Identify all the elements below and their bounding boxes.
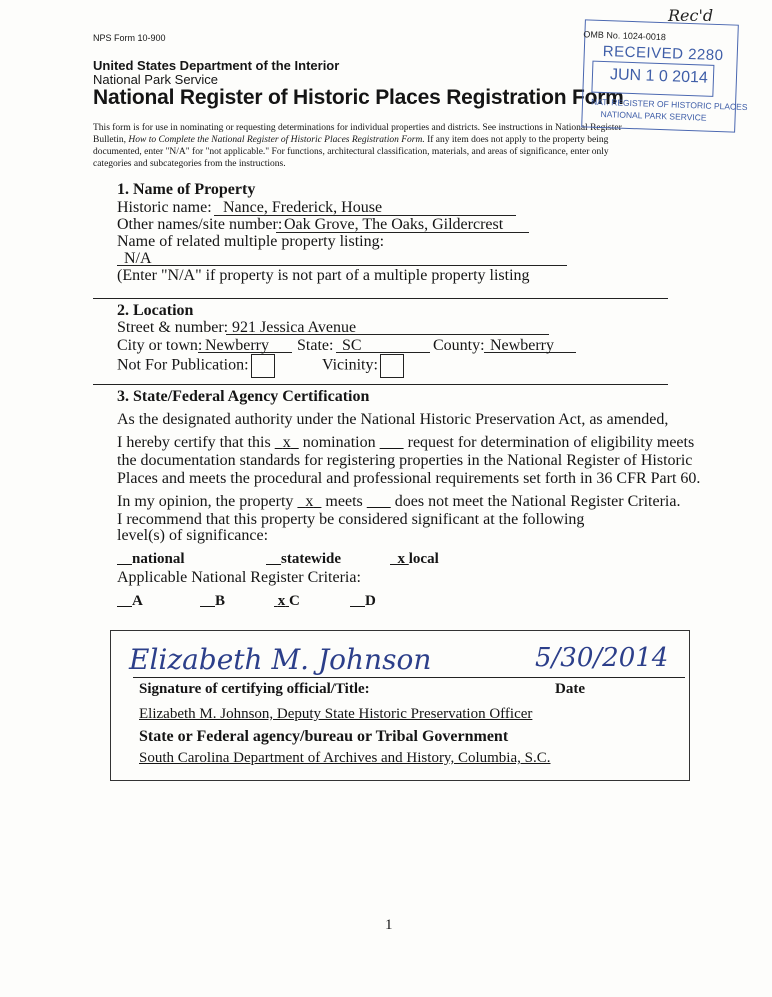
service: National Park Service xyxy=(93,72,218,87)
criterion-b: B xyxy=(215,593,226,609)
omb-number: OMB No. 1024-0018 xyxy=(583,29,667,43)
signature: Elizabeth M. Johnson xyxy=(129,643,432,676)
street-value: 921 Jessica Avenue xyxy=(232,319,357,336)
handwritten-note: Rec'd xyxy=(668,6,714,25)
agency-label: State or Federal agency/bureau or Tribal Government xyxy=(139,728,509,745)
multiple-listing-label: Name of related multiple property listing: xyxy=(117,233,385,250)
intro-line-2: Bulletin, How to Complete the National Register of Historic Places Registration Form. If any item does not apply to the property being xyxy=(93,135,609,145)
section-2-heading: 2. Location xyxy=(117,302,194,319)
level-statewide: statewide xyxy=(281,551,341,567)
divider xyxy=(93,384,668,385)
certify-line-1: I hereby certify that this x nomination request for determination of eligibility meets xyxy=(117,434,695,451)
criterion-d: D xyxy=(365,593,376,609)
not-for-publication: Not For Publication: xyxy=(117,354,275,378)
section-1-heading: 1. Name of Property xyxy=(117,181,256,198)
stamp-date: JUN 1 0 2014 xyxy=(609,66,709,87)
multiple-listing-note: (Enter "N/A" if property is not part of a multiple property listing xyxy=(117,267,530,284)
page-number: 1 xyxy=(385,917,393,933)
county-label: County: xyxy=(433,337,485,354)
certify-line-3: Places and meets the procedural and professional requirements set forth in 36 CFR Part 60. xyxy=(117,470,701,487)
opinion-line-2: I recommend that this property be considered significant at the following xyxy=(117,511,585,528)
official-title: Elizabeth M. Johnson, Deputy State Historic Preservation Officer xyxy=(139,706,533,722)
certify-line-2: the documentation standards for registering properties in the National Register of Historic xyxy=(117,452,693,469)
multiple-listing-value: N/A xyxy=(124,250,152,267)
criteria-label: Applicable National Register Criteria: xyxy=(117,569,361,586)
certification-box xyxy=(110,630,690,781)
historic-name-value: Nance, Frederick, House xyxy=(223,199,383,216)
vicinity: Vicinity: xyxy=(322,354,404,378)
criterion-c: x C xyxy=(277,593,300,609)
intro-line-3: documented, enter "N/A" for "not applicable." For functions, architectural classification, materials, and areas of significance, enter only xyxy=(93,147,609,157)
criterion-a: A xyxy=(132,593,143,609)
page-title: National Register of Historic Places Registration Form xyxy=(93,86,624,109)
street-label: Street & number: xyxy=(117,319,229,336)
intro-line-4: categories and subcategories from the instructions. xyxy=(93,159,286,169)
not-for-publication-checkbox[interactable] xyxy=(251,354,275,378)
intro-line-1: This form is for use in nominating or requesting determinations for individual properties and districts. See instructions in National Register xyxy=(93,123,622,133)
city-value: Newberry xyxy=(205,337,269,354)
level-local: x local xyxy=(397,551,439,567)
divider xyxy=(93,298,668,299)
level-national: national xyxy=(132,551,185,567)
section-3-heading: 3. State/Federal Agency Certification xyxy=(117,388,370,405)
agency-name: South Carolina Department of Archives and History, Columbia, S.C. xyxy=(139,750,551,766)
handwritten-date: 5/30/2014 xyxy=(535,643,669,673)
form-number: NPS Form 10-900 xyxy=(93,33,166,43)
received-stamp: OMB No. 1024-0018 RECEIVED 2280 JUN 1 0 2014 NAT. REGISTER OF HISTORIC PLACES NATIONAL PARK SERVICE xyxy=(581,19,739,132)
department: United States Department of the Interior xyxy=(93,58,340,73)
state-label: State: xyxy=(297,337,334,354)
nomination-mark: x xyxy=(282,434,291,451)
opinion-line-1: In my opinion, the property x meets does not meet the National Register Criteria. xyxy=(117,493,681,510)
date-label: Date xyxy=(555,681,585,697)
historic-name-label: Historic name: xyxy=(117,199,212,216)
vicinity-checkbox[interactable] xyxy=(380,354,404,378)
city-label: City or town: xyxy=(117,337,203,354)
meets-mark: x xyxy=(305,493,314,510)
authority-paragraph: As the designated authority under the National Historic Preservation Act, as amended, xyxy=(117,411,669,428)
county-value: Newberry xyxy=(490,337,554,354)
other-names-label: Other names/site number: xyxy=(117,216,283,233)
other-names-value: Oak Grove, The Oaks, Gildercrest xyxy=(284,216,504,233)
opinion-line-3: level(s) of significance: xyxy=(117,527,269,544)
signature-label: Signature of certifying official/Title: xyxy=(139,681,370,697)
state-value: SC xyxy=(342,337,362,354)
